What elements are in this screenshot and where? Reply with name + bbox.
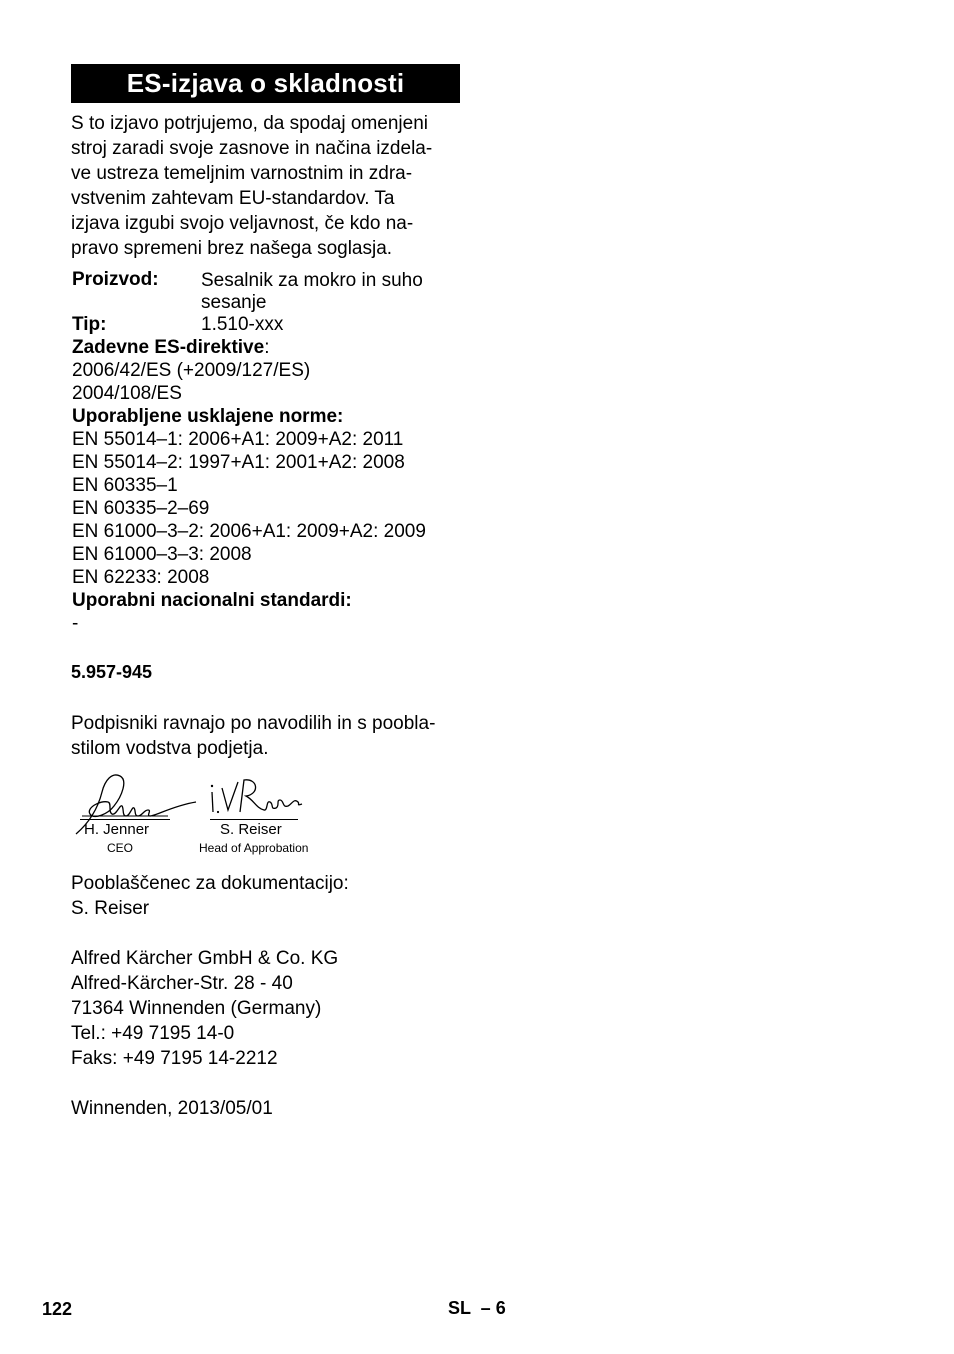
signatory-role: Head of Approbation [199,841,309,855]
signature-line-jenner [80,819,170,820]
address-line: Alfred Kärcher GmbH & Co. KG [71,948,339,969]
footer-page-number: 122 [42,1299,73,1319]
harmonized-item: EN 61000–3–3: 2008 [72,544,252,565]
signatory-name: H. Jenner [84,821,150,838]
place-and-date: Winnenden, 2013/05/01 [71,1098,273,1119]
signers-note-line: stilom vodstva podjetja. [71,738,269,759]
product-label: Proizvod: [72,269,159,290]
directive-item: 2004/108/ES [72,383,182,404]
intro-line: S to izjavo potrjujemo, da spodaj omenjeni [71,113,428,134]
signers-note-line: Podpisniki ravnajo po navodilih in s poobla- [71,713,436,734]
title-bar [71,64,460,103]
harmonized-item: EN 62233: 2008 [72,567,210,588]
signature-line-reiser [210,819,298,820]
intro-line: ve ustreza temeljnim varnostnim in zdra- [71,163,413,184]
intro-line: izjava izgubi svojo veljavnost, če kdo na- [71,213,414,234]
address-line: Alfred-Kärcher-Str. 28 - 40 [71,973,293,994]
footer-language-page: SL – 6 [448,1298,506,1318]
address-line: Tel.: +49 7195 14-0 [71,1023,235,1044]
harmonized-item: EN 60335–2–69 [72,498,210,519]
document-number: 5.957-945 [71,662,153,682]
signature-reiser-image [208,776,303,820]
harmonized-item: EN 60335–1 [72,475,178,496]
authorized-representative [71,871,349,921]
intro-paragraph [71,111,471,261]
product-row [72,268,472,313]
type-value: 1.510-xxx [201,314,284,335]
product-value-line: sesanje [201,292,267,313]
authorized-line: Pooblaščenec za dokumentacijo: [71,873,349,894]
page-title: ES-izjava o skladnosti [126,68,405,98]
signatory-role: CEO [107,841,134,855]
specification-block [72,268,472,635]
harmonized-item: EN 55014–2: 1997+A1: 2001+A2: 2008 [72,452,405,473]
national-value: - [72,613,79,634]
intro-line: vstvenim zahtevam EU-standardov. Ta [71,188,395,209]
harmonized-item: EN 61000–3–2: 2006+A1: 2009+A2: 2009 [72,521,426,542]
address-line: Faks: +49 7195 14-2212 [71,1048,278,1069]
directives-colon: : [264,337,270,358]
authorized-line: S. Reiser [71,898,150,919]
intro-line: pravo spremeni brez našega soglasja. [71,238,393,259]
harmonized-label: Uporabljene usklajene norme: [72,406,344,427]
directive-item: 2006/42/ES (+2009/127/ES) [72,360,311,381]
signers-note [71,711,435,761]
address-line: 71364 Winnenden (Germany) [71,998,322,1019]
signature-block [70,770,340,860]
type-label: Tip: [72,314,107,335]
directives-label: Zadevne ES-direktive [72,337,265,358]
company-address [71,946,338,1071]
harmonized-item: EN 55014–1: 2006+A1: 2009+A2: 2011 [72,429,404,450]
directives-heading [72,336,472,359]
national-label: Uporabni nacionalni standardi: [72,590,352,611]
type-row [72,313,472,336]
signatory-name: S. Reiser [220,821,282,838]
intro-line: stroj zaradi svoje zasnove in načina izdela- [71,138,433,159]
product-value [201,268,472,313]
product-value-line: Sesalnik za mokro in suho [201,270,423,291]
